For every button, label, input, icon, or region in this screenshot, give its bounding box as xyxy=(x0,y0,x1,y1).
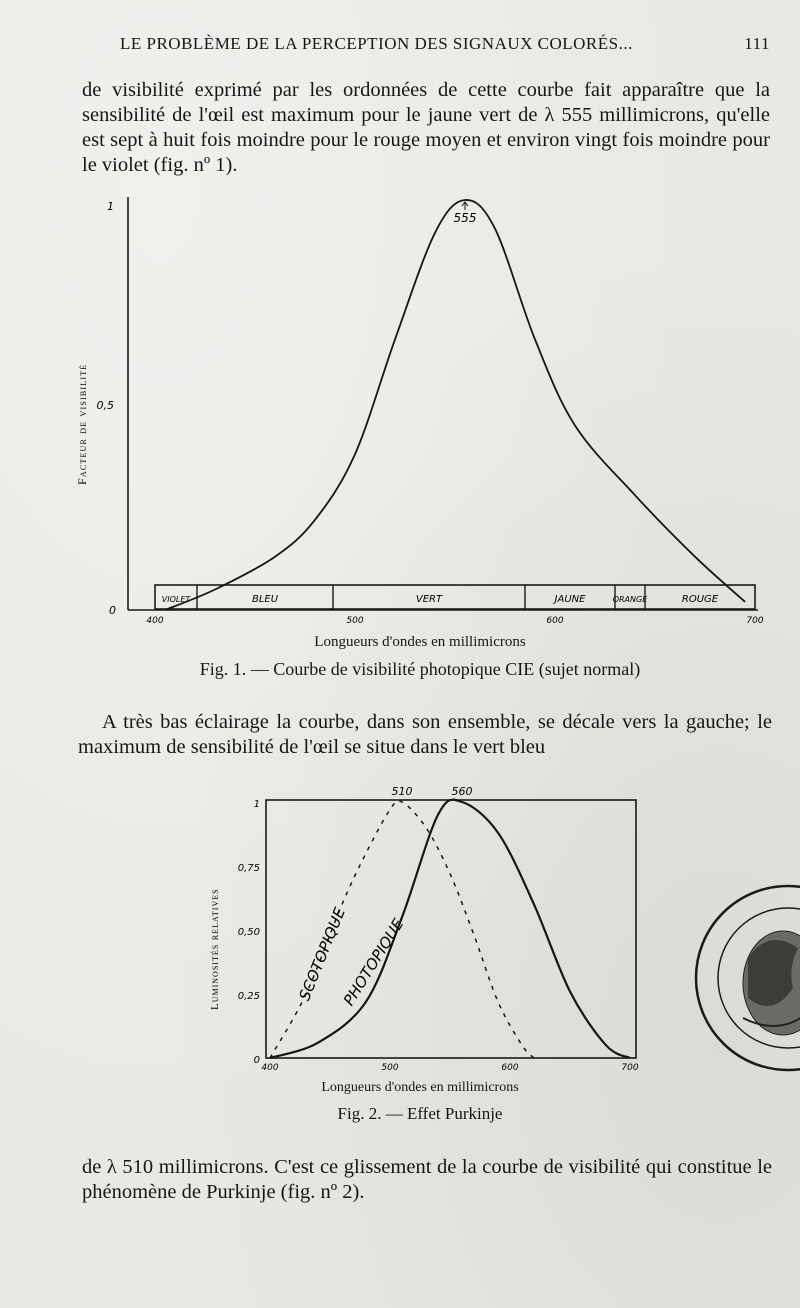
fig2-y-tick-label: 0 xyxy=(253,1055,260,1066)
fig1-y-tick-label: 0 xyxy=(109,604,116,617)
paragraph-1: de visibilité exprimé par les ordonnées de cette courbe fait apparaître que la sensibilité de l'œil est maximum pour le jaune vert de λ 555 millimicrons, qu'elle est sept à huit fois moindre pour le rouge moyen et environ vingt fois moindre pour le violet (fig. nº 1). xyxy=(82,79,770,176)
faculty-seal-stamp xyxy=(688,878,800,1088)
fig1-y-tick-label: 0,5 xyxy=(96,399,114,412)
fig1-color-band xyxy=(155,585,755,609)
running-title: LE PROBLÈME DE LA PERCEPTION DES SIGNAUX COLORÉS... xyxy=(120,34,633,53)
fig1-band-label-bleu: BLEU xyxy=(251,594,279,605)
fig1-band-frame xyxy=(155,585,755,609)
fig1-x-tick-label: 500 xyxy=(346,616,364,625)
running-head xyxy=(120,34,770,54)
fig2-peak-label: 510 xyxy=(391,785,413,798)
fig1-band-label-orange: ORANGE xyxy=(612,595,648,604)
fig1-ticks xyxy=(97,200,764,625)
fig1-band-label-rouge: ROUGE xyxy=(681,594,719,605)
fig2-x-tick-label: 500 xyxy=(381,1063,399,1073)
fig1-xlabel: Longueurs d'ondes en millimicrons xyxy=(314,634,526,650)
fig2-y-tick-label: 0,50 xyxy=(237,927,260,938)
fig2-y-tick-label: 0,25 xyxy=(237,991,260,1002)
fig2-peak-label: 560 xyxy=(451,785,473,798)
fig2-frame xyxy=(266,800,636,1058)
fig1-y-tick-label: 1 xyxy=(107,200,114,213)
fig2-x-tick-label: 600 xyxy=(501,1063,519,1073)
fig1-peak-label: 555 xyxy=(453,211,477,225)
fig2-caption: Fig. 2. — Effet Purkinje xyxy=(337,1104,503,1123)
fig1-peak-arrow xyxy=(462,202,468,210)
fig1-band-label-violet: VIOLET xyxy=(161,595,191,604)
fig1-x-tick-label: 600 xyxy=(546,616,564,625)
fig2-y-axis-label: Luminosités relatives xyxy=(209,888,221,1010)
figure-1-chart xyxy=(70,185,770,625)
page-number: 111 xyxy=(744,34,770,53)
fig2-scotopic-label: SCOTOPIQUE xyxy=(295,905,350,1004)
fig1-band-label-jaune: JAUNE xyxy=(554,594,586,605)
fig1-x-tick-label: 400 xyxy=(146,616,164,625)
paragraph-2: A très bas éclairage la courbe, dans son ensemble, se décale vers la gauche; le maximum de sensibilité de l'œil se situe dans le vert bleu xyxy=(78,711,772,758)
figure-2-chart xyxy=(190,778,650,1078)
fig1-y-axis-label: Facteur de visibilité xyxy=(75,363,89,485)
fig2-x-tick-label: 400 xyxy=(261,1063,279,1073)
fig1-caption: Fig. 1. — Courbe de visibilité photopique CIE (sujet normal) xyxy=(199,659,641,679)
paragraph-3: de λ 510 millimicrons. C'est ce glissement de la courbe de visibilité qui constitue le phénomène de Purkinje (fig. nº 2). xyxy=(82,1156,772,1203)
fig1-band-label-vert: VERT xyxy=(415,594,443,605)
fig2-ticks xyxy=(238,785,639,1073)
fig2-y-tick-label: 0,75 xyxy=(237,863,260,874)
fig2-photopic-label: PHOTOPIQUE xyxy=(339,915,408,1009)
fig2-x-tick-label: 700 xyxy=(621,1063,639,1073)
fig2-y-tick-label: 1 xyxy=(253,799,260,810)
fig1-axes xyxy=(128,197,758,610)
fig2-xlabel: Longueurs d'ondes en millimicrons xyxy=(321,1080,519,1095)
fig1-x-tick-label: 700 xyxy=(746,616,764,625)
fig1-visibility-curve xyxy=(165,200,745,610)
fig2-plot-frame xyxy=(266,800,636,1058)
